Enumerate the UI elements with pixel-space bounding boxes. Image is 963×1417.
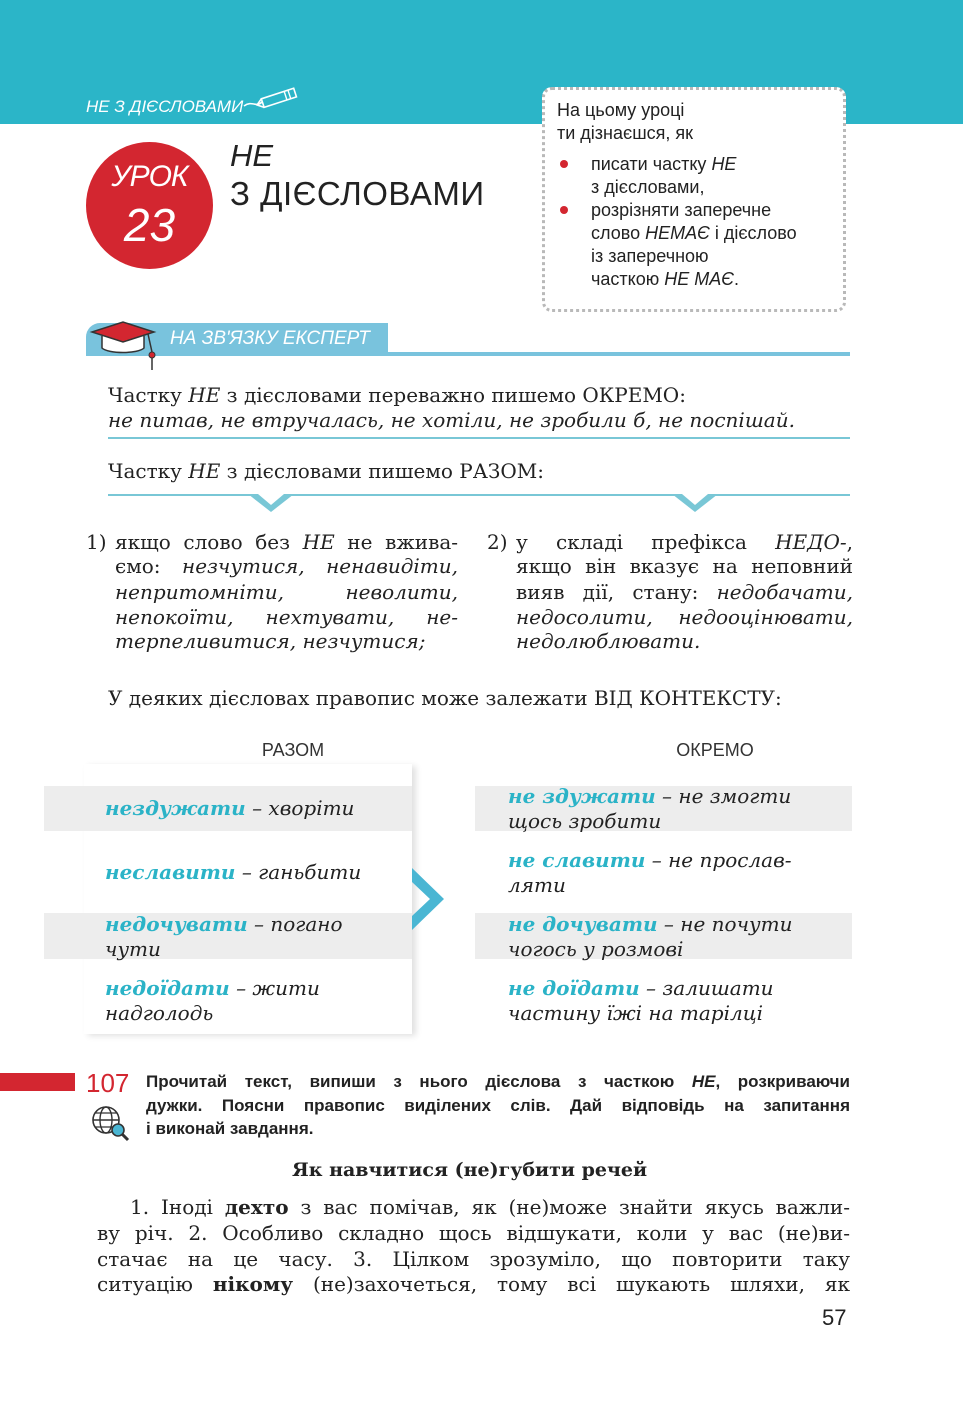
goals-intro-line1: На цьому уроці: [557, 100, 685, 120]
case1-line: непокоїти, нехтувати, не-: [115, 605, 458, 629]
expert-banner-underline: [86, 352, 850, 356]
goal-item1-line1: писати частку НЕ: [591, 154, 737, 174]
table-row: не здужати – не змогти щось зробити: [508, 784, 792, 833]
divider: [108, 494, 850, 496]
pointer-left-icon: [248, 494, 294, 514]
table-row: нездужати – хворіти: [105, 796, 355, 820]
exercise-number: 107: [86, 1068, 130, 1098]
bullet-icon: [560, 160, 568, 168]
case2-number: 2): [487, 530, 508, 554]
column-header-right: ОКРЕМО: [676, 740, 754, 760]
exercise-instruction-line: дужки. Поясни правопис виділених слів. Дай відповідь на запитання: [146, 1096, 850, 1115]
text-line: 1. Іноді дехто з вас помічав, як (не)може знайти якусь важли-: [130, 1195, 850, 1219]
exercise-instruction-line: Прочитай текст, випиши з нього дієслова з часткою НЕ, розкриваючи: [146, 1072, 851, 1091]
case1-line: непритомніти, неволити,: [115, 580, 458, 604]
rule-separately: Частку НЕ з дієсловами переважно пишемо ОКРЕМО:: [108, 383, 686, 407]
case2-line: вияв дії, стану: недобачати,: [516, 580, 853, 604]
goal-item2-line1: розрізняти заперечне: [591, 200, 772, 220]
case2-line: у складі префікса НЕДО-,: [516, 530, 853, 554]
case1-line: якщо слово без НЕ не вжива-: [115, 530, 459, 554]
page-number: 57: [822, 1305, 847, 1330]
text-line: стачає на це часу. 3. Цілком зрозуміло, що повторити таку: [97, 1247, 850, 1271]
rule-together: Частку НЕ з дієсловами пишемо РАЗОМ:: [108, 459, 544, 483]
table-row: не славити – не прослав- ляти: [508, 848, 792, 897]
lesson-title-line1: НЕ: [230, 138, 274, 173]
case1-line: ємо: незчутися, ненавидіти,: [115, 554, 458, 578]
goals-intro-line2: ти дізнаєшся, як: [557, 123, 694, 143]
divider: [108, 437, 850, 439]
chevron-right-icon: [410, 866, 446, 932]
case2-line: недосолити, недооцінювати,: [516, 605, 853, 629]
text-line: ву річ. 2. Особливо складно щось відшукати, коли у вас (не)ви-: [97, 1221, 850, 1245]
bullet-icon: [560, 206, 568, 214]
expert-banner-label: НА ЗВ'ЯЗКУ ЕКСПЕРТ: [170, 328, 370, 349]
lesson-title-line2: З ДІЄСЛОВАМИ: [230, 175, 485, 212]
case1-number: 1): [86, 530, 107, 554]
section-label: НЕ З ДІЄСЛОВАМИ: [86, 97, 244, 116]
rule-separately-examples: не питав, не втручалась, не хотіли, не зробили б, не поспішай.: [108, 408, 795, 432]
goal-item1-line2: з дієсловами,: [591, 177, 705, 197]
graduation-cap-icon: [88, 318, 168, 374]
exercise-marker-bar: [0, 1073, 75, 1091]
table-row: недочувати – погано чути: [105, 912, 343, 961]
pencil-icon: [242, 86, 302, 112]
table-row: недоїдати – жити надголодь: [105, 976, 320, 1025]
text-title: Як навчитися (не)губити речей: [292, 1159, 648, 1181]
text-line: ситуацію нікому (не)захочеться, тому всі шукають шляхи, як: [97, 1272, 850, 1296]
column-header-left: РАЗОМ: [261, 740, 325, 760]
lesson-badge-word: УРОК: [111, 160, 188, 193]
goal-item2-line3: із заперечною: [591, 246, 709, 266]
table-row: неславити – ганьбити: [105, 860, 362, 884]
globe-search-icon: [90, 1104, 132, 1144]
table-row: не дочувати – не почути чогось у розмові: [508, 912, 793, 961]
rule-context: У деяких дієсловах правопис може залежати ВІД КОНТЕКСТУ:: [108, 686, 782, 710]
case2-line: якщо він вказує на неповний: [516, 554, 853, 578]
exercise-instruction-line: і виконай завдання.: [146, 1119, 314, 1138]
lesson-badge-number: 23: [123, 199, 176, 251]
case2-line: недолюблювати.: [516, 629, 701, 653]
table-row: не доїдати – залишати частину їжі на тарілці: [508, 976, 774, 1025]
goal-item2-line4: часткою НЕ МАЄ.: [591, 269, 739, 289]
goal-item2-line2: слово НЕМАЄ і дієслово: [591, 223, 797, 243]
case1-line: терпеливитися, незчутися;: [115, 629, 426, 653]
pointer-right-icon: [672, 494, 718, 514]
